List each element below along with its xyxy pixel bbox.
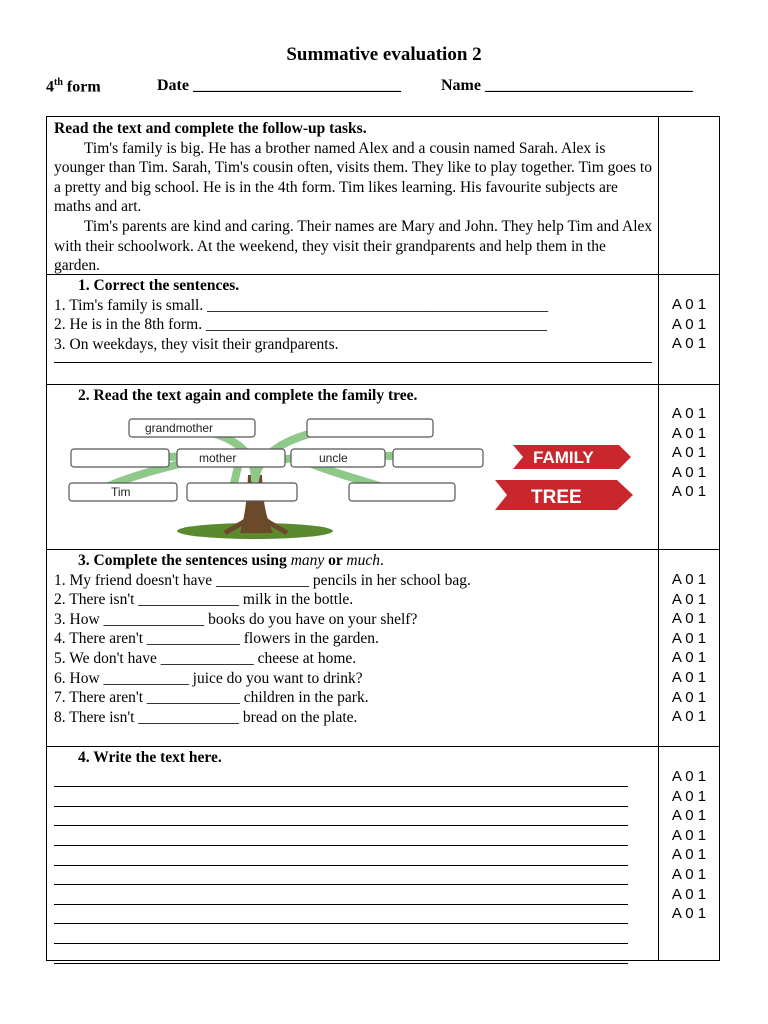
row-divider bbox=[47, 746, 719, 747]
task3-marks bbox=[658, 570, 720, 727]
task2-section bbox=[54, 386, 654, 406]
mark-score: A 0 1 bbox=[671, 865, 707, 883]
reading-instruction: Read the text and complete the follow-up tasks. bbox=[54, 120, 367, 137]
mark-score: A 0 1 bbox=[671, 296, 707, 313]
task1-section bbox=[54, 276, 654, 363]
task2-heading: 2. Read the text again and complete the family tree. bbox=[78, 387, 418, 404]
reading-section bbox=[54, 119, 654, 276]
writing-line bbox=[54, 866, 628, 886]
reading-paragraph-1: Tim's family is big. He has a brother named Alex and a cousin named Sarah. Alex is younger than Tim. Sarah, Tim's cousin often, visits them. They like to play together. Tim goes to a pretty and big school. He is in the 4th form. Tim likes learning. His favourite subjects are maths and art. bbox=[54, 139, 652, 216]
box-grandfather-blank bbox=[307, 419, 433, 437]
task4-heading: 4. Write the text here. bbox=[78, 749, 222, 766]
writing-line bbox=[54, 846, 628, 866]
task4-section bbox=[54, 748, 654, 964]
mark-score: A 0 1 bbox=[671, 668, 707, 686]
writing-line bbox=[54, 885, 628, 905]
mark-score: A 0 1 bbox=[671, 768, 707, 785]
date-field: Date __________________________ bbox=[157, 77, 401, 94]
task3-heading: 3. Complete the sentences using many or much. bbox=[78, 552, 384, 569]
task3-item-4: 4. There aren't ____________ flowers in the garden. bbox=[54, 630, 379, 648]
mark-score: A 0 1 bbox=[671, 629, 707, 647]
mark-score: A 0 1 bbox=[671, 885, 707, 903]
task3-item-1: 1. My friend doesn't have ____________ pencils in her school bag. bbox=[54, 571, 471, 589]
task3-item-6: 6. How ___________ juice do you want to drink? bbox=[54, 669, 363, 687]
mark-score: A 0 1 bbox=[671, 335, 707, 353]
task1-item-2: 2. He is in the 8th form. ____________________________________________ bbox=[54, 316, 547, 334]
box-blank bbox=[393, 449, 483, 467]
mark-score: A 0 1 bbox=[671, 590, 707, 608]
family-tree-image bbox=[65, 405, 635, 555]
mark-score: A 0 1 bbox=[671, 826, 707, 844]
label-mother: mother bbox=[199, 451, 237, 465]
task1-item-3: 3. On weekdays, they visit their grandparents. bbox=[54, 335, 339, 353]
mark-score: A 0 1 bbox=[671, 463, 707, 481]
family-tree-graphic bbox=[65, 405, 635, 555]
box-blank bbox=[187, 483, 297, 501]
mark-score: A 0 1 bbox=[671, 846, 707, 864]
tree-boxes bbox=[69, 419, 483, 501]
mark-score: A 0 1 bbox=[671, 649, 707, 667]
task3-section bbox=[54, 551, 654, 727]
banner-family-text: FAMILY bbox=[533, 448, 594, 467]
form-label: 4th form bbox=[46, 77, 101, 96]
task1-heading: 1. Correct the sentences. bbox=[78, 277, 240, 294]
mark-score: A 0 1 bbox=[671, 483, 707, 501]
writing-line bbox=[54, 924, 628, 944]
task3-item-2: 2. There isn't _____________ milk in the bottle. bbox=[54, 591, 354, 609]
evaluation-table bbox=[46, 116, 720, 961]
answer-line bbox=[54, 354, 652, 363]
label-tim: Tim bbox=[111, 485, 131, 499]
writing-line bbox=[54, 787, 628, 807]
reading-paragraph-2: Tim's parents are kind and caring. Their names are Mary and John. They help Tim and Alex with their schoolwork. At the weekend, they visit their grandparents and help them in the garden. bbox=[54, 217, 653, 275]
task3-item-7: 7. There aren't ____________ children in the park. bbox=[54, 689, 369, 707]
task1-item-1: 1. Tim's family is small. ____________________________________________ bbox=[54, 296, 549, 314]
task3-item-5: 5. We don't have ____________ cheese at home. bbox=[54, 649, 357, 667]
mark-score: A 0 1 bbox=[671, 708, 707, 726]
writing-line bbox=[54, 807, 628, 827]
mark-score: A 0 1 bbox=[671, 571, 707, 588]
mark-score: A 0 1 bbox=[671, 405, 707, 422]
task4-marks bbox=[658, 767, 720, 924]
mark-score: A 0 1 bbox=[671, 787, 707, 805]
family-tree-banner bbox=[495, 445, 633, 510]
task2-marks bbox=[658, 404, 720, 502]
mark-score: A 0 1 bbox=[671, 905, 707, 923]
writing-line bbox=[54, 768, 628, 788]
box-blank bbox=[71, 449, 169, 467]
task1-marks bbox=[658, 295, 720, 354]
mark-score: A 0 1 bbox=[671, 610, 707, 628]
mark-score: A 0 1 bbox=[671, 688, 707, 706]
task3-item-8: 8. There isn't _____________ bread on the plate. bbox=[54, 708, 358, 726]
mark-score: A 0 1 bbox=[671, 424, 707, 442]
banner-tree-text: TREE bbox=[531, 487, 582, 508]
writing-line bbox=[54, 944, 628, 964]
name-field: Name __________________________ bbox=[441, 77, 693, 94]
label-uncle: uncle bbox=[319, 451, 348, 465]
mark-score: A 0 1 bbox=[671, 807, 707, 825]
page-title: Summative evaluation 2 bbox=[286, 44, 482, 65]
row-divider bbox=[47, 384, 719, 385]
mark-score: A 0 1 bbox=[671, 444, 707, 462]
writing-line bbox=[54, 826, 628, 846]
task3-item-3: 3. How _____________ books do you have on your shelf? bbox=[54, 610, 418, 628]
label-grandmother: grandmother bbox=[145, 421, 214, 435]
writing-line bbox=[54, 905, 628, 925]
box-blank bbox=[349, 483, 455, 501]
mark-score: A 0 1 bbox=[671, 315, 707, 333]
